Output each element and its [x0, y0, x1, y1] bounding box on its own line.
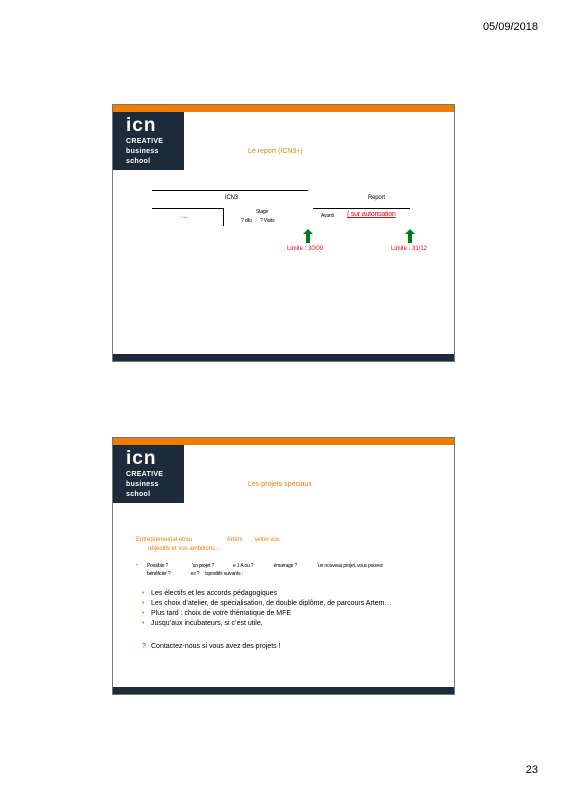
list-item: • Jusqu’aux incubateurs, si c’est utile.: [142, 620, 263, 627]
small-text-a: ? ollo: [241, 218, 252, 224]
sur-autorisation-text: [347, 211, 396, 218]
limit-31-12: Limite : 31/12: [391, 246, 428, 252]
list-item: • Les électifs et les accords pédagogiques: [142, 590, 278, 597]
header-date: 05/09/2018: [482, 21, 538, 33]
stage-text: Stage: [256, 209, 269, 215]
limit-30-09: Limite : 30/09: [287, 246, 324, 252]
sub-line-1: Possible ? 'un projet ? e 1 A ou ? émarrage ? 'un nouveau projet, vous pouvez: [147, 563, 383, 569]
sub-line-2: bénéficier ? es ? ispositifs suivants :: [147, 571, 243, 577]
logo-school-text: school: [126, 491, 151, 498]
logo-creative-text: CREATIVE: [126, 471, 164, 478]
sub-bullet-marker: •: [136, 563, 138, 569]
logo-icn-text: icn: [126, 448, 157, 469]
slide-title: Les projets spéciaux: [248, 481, 312, 488]
slide-top-bar: [113, 105, 454, 112]
logo-icn-text: icn: [126, 115, 157, 136]
arrow-up-icon: [405, 229, 415, 243]
intro-line-2: objectifs et vos ambitions…: [148, 546, 222, 552]
icn-logo: [113, 112, 184, 170]
logo-business-text: business: [126, 481, 159, 488]
page-number: 23: [525, 764, 538, 776]
icn3-label: ICN3: [225, 195, 238, 201]
arrow-up-icon: [303, 229, 313, 243]
small-text-b: ? Visits: [260, 218, 275, 224]
timeline-right-line: [313, 208, 410, 209]
report-label: Report: [368, 195, 385, 201]
logo-school-text: school: [126, 158, 151, 165]
icn-logo: [113, 445, 184, 503]
slide-title: Le report (ICN3+): [248, 148, 303, 155]
contact-callout: ? Contactez-nous si vous avez des projets !: [142, 643, 281, 650]
list-item: • Les choix d’atelier, de spécialisation, de double diplôme, de parcours Artem…: [142, 600, 392, 607]
logo-creative-text: CREATIVE: [126, 138, 164, 145]
timeline-top-line: [152, 190, 308, 191]
ellipsis-text: …: [181, 213, 188, 220]
list-item: • Plus tard : choix de votre thématique de MFE: [142, 610, 292, 617]
slide-bottom-bar: [113, 687, 454, 694]
intro-line-1: Entrepreneurial et/ou Artem , selon vos: [136, 537, 280, 543]
timeline-divider: [223, 208, 224, 226]
slide-1: [112, 104, 455, 362]
slide-2: [112, 437, 455, 695]
sur-autorisation-link: ( sur autorisation: [347, 211, 396, 218]
logo-business-text: business: [126, 148, 159, 155]
small-text-c: Avanti: [321, 213, 334, 219]
slide-bottom-bar: [113, 354, 454, 361]
slide-top-bar: [113, 438, 454, 445]
timeline-left-line: [152, 208, 224, 209]
